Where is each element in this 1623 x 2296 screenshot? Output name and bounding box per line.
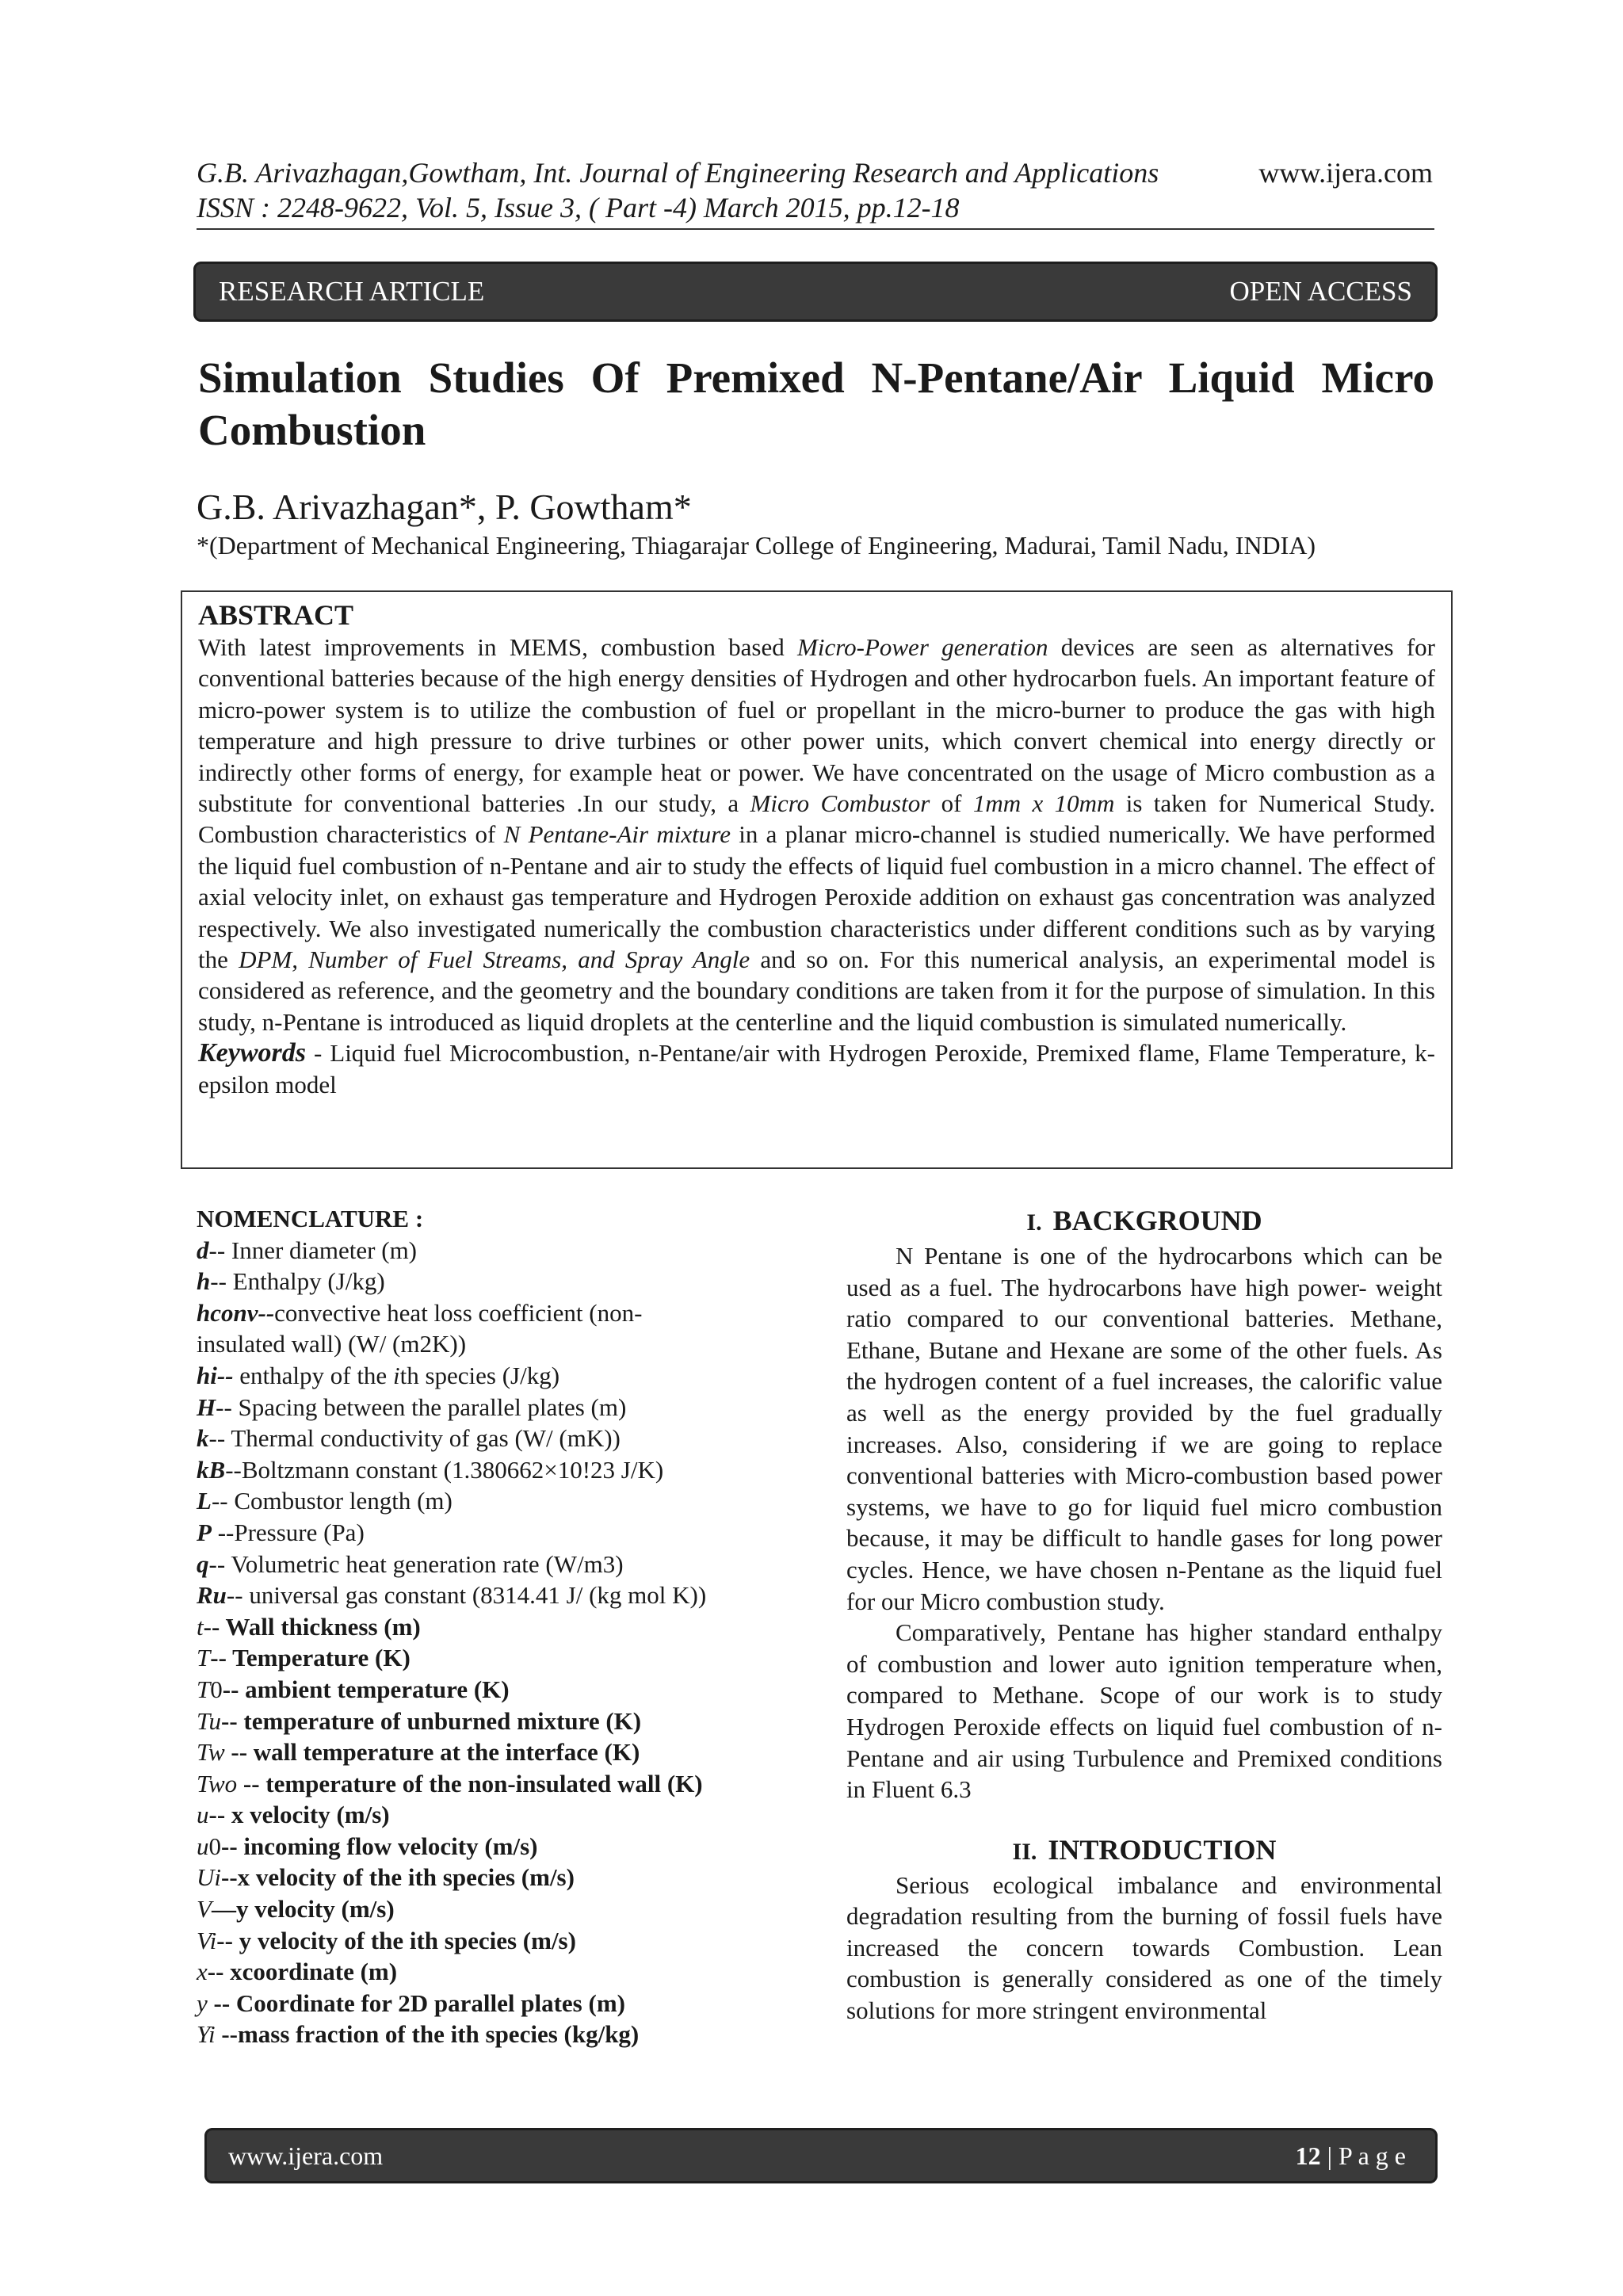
nomenclature-symbol: H (197, 1392, 216, 1421)
nomenclature-description: -- Enthalpy (J/kg) (210, 1267, 385, 1296)
abstract-heading: ABSTRACT (198, 599, 354, 631)
abstract-box (181, 590, 1453, 1169)
nomenclature-description: --Boltzmann constant (1.380662×10!23 J/K) (225, 1455, 664, 1484)
nomenclature-description: -- Combustor length (m) (211, 1487, 453, 1515)
nomenclature-symbol: y (197, 1988, 208, 2017)
research-article-label: RESEARCH ARTICLE (219, 276, 485, 307)
nomenclature-description: --x velocity of the ith species (m/s) (221, 1863, 575, 1892)
footer-url[interactable]: www.ijera.com (228, 2141, 384, 2170)
issn-line: ISSN : 2248-9622, Vol. 5, Issue 3, ( Part -4) March 2015, pp.12-18 (197, 192, 960, 223)
nomenclature-item (197, 1799, 799, 1831)
nomenclature-item (197, 1580, 799, 1611)
nomenclature-description: --mass fraction of the ith species (kg/kg) (215, 2020, 640, 2049)
page-number: 12 | P a g e (1295, 2141, 1406, 2170)
nomenclature-item (197, 1988, 799, 2019)
nomenclature-description: convective heat loss coefficient (non- (274, 1298, 643, 1327)
nomenclature-item (197, 2019, 799, 2050)
nomenclature-description: —y velocity (m/s) (211, 1895, 395, 1924)
nomenclature-description: -- temperature of the non-insulated wall (K) (237, 1769, 703, 1797)
nomenclature-heading: NOMENCLATURE : (197, 1205, 424, 1232)
nomenclature-symbol: hconv-- (197, 1298, 275, 1327)
introduction-heading: II. INTRODUCTION (1012, 1833, 1277, 1866)
header-rule (197, 228, 1434, 230)
nomenclature-symbol: t (197, 1612, 204, 1641)
nomenclature-subscript: 0 (210, 1675, 223, 1703)
nomenclature-item (197, 1360, 799, 1392)
nomenclature-symbol: k (197, 1424, 209, 1453)
paper-title-line2: Combustion (198, 406, 426, 454)
nomenclature-item (197, 1893, 799, 1925)
nomenclature-list (197, 1235, 799, 2050)
nomenclature-item (197, 1674, 799, 1706)
nomenclature-description-tail: th species (J/kg) (399, 1361, 560, 1389)
nomenclature-item (197, 1736, 799, 1768)
nomenclature-item (197, 1768, 799, 1800)
background-paragraph-2: Comparatively, Pentane has higher standard enthalpy of combustion and lower auto ignition temperature when, compared to Methane. Scope of our work is to study Hydrogen Peroxide effects on liquid fuel combustion of n-Pentane and air using Turbulence and Premixed conditions in Fluent 6.3 (846, 1618, 1442, 1804)
nomenclature-description: -- temperature of unburned mixture (K) (221, 1706, 642, 1735)
right-column (846, 1203, 1442, 2027)
authors: G.B. Arivazhagan*, P. Gowtham* (197, 487, 692, 527)
nomenclature-item (197, 1862, 799, 1893)
nomenclature-item (197, 1485, 799, 1517)
nomenclature-section (197, 1203, 799, 2050)
nomenclature-description: --Pressure (Pa) (211, 1518, 365, 1546)
nomenclature-description: -- Thermal conductivity of gas (W/ (mK)) (208, 1424, 621, 1453)
background-heading: I. BACKGROUND (1026, 1205, 1262, 1236)
nomenclature-symbol: Ui (197, 1863, 221, 1892)
nomenclature-symbol: hi-- (197, 1361, 234, 1389)
nomenclature-item (197, 1517, 799, 1549)
nomenclature-description: -- Spacing between the parallel plates (m) (216, 1392, 627, 1421)
nomenclature-item (197, 1549, 799, 1580)
nomenclature-description: -- Volumetric heat generation rate (W/m3) (208, 1549, 624, 1578)
nomenclature-item (197, 1956, 799, 1988)
nomenclature-symbol: L (197, 1487, 212, 1515)
journal-citation: G.B. Arivazhagan,Gowtham, Int. Journal of Engineering Research and Applications (197, 157, 1159, 189)
nomenclature-item (197, 1328, 799, 1360)
introduction-paragraph-1: Serious ecological imbalance and environmental degradation resulting from the burning of fossil fuels have increased the concern towards Combustion. Lean combustion is generally considered as one of the timely solutions for more stringent environmental (846, 1870, 1442, 2025)
nomenclature-symbol: q (197, 1549, 209, 1578)
nomenclature-description: -- Inner diameter (m) (208, 1236, 418, 1264)
nomenclature-symbol: kB (197, 1455, 226, 1484)
nomenclature-item (197, 1925, 799, 1957)
nomenclature-description: -- wall temperature at the interface (K) (224, 1738, 640, 1767)
nomenclature-symbol: d (197, 1236, 209, 1264)
nomenclature-subscript: 0 (208, 1832, 221, 1860)
nomenclature-item (197, 1297, 799, 1329)
nomenclature-description: -- xcoordinate (m) (207, 1958, 398, 1986)
nomenclature-symbol: Vi (197, 1926, 217, 1954)
nomenclature-description: -- ambient temperature (K) (222, 1675, 510, 1703)
journal-url[interactable]: www.ijera.com (1258, 157, 1433, 189)
nomenclature-symbol: Tu (197, 1706, 222, 1735)
nomenclature-description: -- y velocity of the ith species (m/s) (216, 1926, 576, 1954)
nomenclature-item (197, 1706, 799, 1737)
nomenclature-description: -- Temperature (K) (210, 1644, 411, 1672)
paper-title-line1: Simulation Studies Of Premixed N-Pentane/Air Liquid Micro (198, 353, 1434, 402)
nomenclature-description: -- Wall thickness (m) (203, 1612, 421, 1641)
nomenclature-item (197, 1423, 799, 1454)
nomenclature-description: -- Coordinate for 2D parallel plates (m) (207, 1988, 625, 2017)
nomenclature-item (197, 1454, 799, 1486)
nomenclature-description: -- universal gas constant (8314.41 J/ (kg mol K)) (226, 1581, 707, 1610)
nomenclature-symbol: h (197, 1267, 211, 1296)
nomenclature-symbol: Ru (197, 1581, 227, 1610)
affiliation: *(Department of Mechanical Engineering, Thiagarajar College of Engineering, Madurai, Tamil Nadu, INDIA) (197, 531, 1316, 560)
abstract-text: With latest improvements in MEMS, combustion based Micro-Power generation devices are seen as alternatives for conventional batteries because of the high energy densities of Hydrogen and other hydrocarbon fuels. An important feature of micro-power system is to utilize the combustion of fuel or propellant in the micro-burner to produce the gas with high temperature and high pressure to drive turbines or other power units, which convert chemical into energy directly or indirectly other forms of energy, for example heat or power. We have concentrated on the usage of Micro combustion as a substitute for conventional batteries .In our study, a Micro Combustor of 1mm x 10mm is taken for Numerical Study. Combustion characteristics of N Pentane-Air mixture in a planar micro-channel is studied numerically. We have performed the liquid fuel combustion of n-Pentane and air to study the effects of liquid fuel combustion in a micro channel. The effect of axial velocity inlet, on exhaust gas temperature and Hydrogen Peroxide addition on exhaust gas concentration was analyzed respectively. We also investigated numerically the combustion characteristics under different conditions such as by varying the DPM, Number of Fuel Streams, and Spray Angle and so on. For this numerical analysis, an experimental model is considered as reference, and the geometry and the boundary conditions are taken from it for the purpose of simulation. In this study, n-Pentane is introduced as liquid droplets at the centerline and the liquid combustion is simulated numerically. (198, 633, 1436, 1036)
page-footer (204, 2128, 1438, 2183)
nomenclature-item (197, 1642, 799, 1674)
nomenclature-symbol: Two (197, 1769, 238, 1797)
nomenclature-description: insulated wall) (W/ (m2K)) (197, 1330, 467, 1358)
nomenclature-item (197, 1831, 799, 1862)
nomenclature-item (197, 1392, 799, 1423)
nomenclature-symbol: T (197, 1675, 211, 1703)
nomenclature-symbol: u (197, 1832, 209, 1860)
keywords: Keywords - Liquid fuel Microcombustion, n-Pentane/air with Hydrogen Peroxide, Premixed flame, Flame Temperature, k-epsilon model (198, 1038, 1435, 1098)
nomenclature-index: i (392, 1361, 400, 1389)
nomenclature-description: enthalpy of the (233, 1361, 393, 1389)
nomenclature-symbol: Yi (197, 2020, 216, 2049)
nomenclature-description: -- incoming flow velocity (m/s) (221, 1832, 538, 1860)
nomenclature-symbol: u (197, 1801, 209, 1829)
nomenclature-item (197, 1266, 799, 1297)
nomenclature-symbol: V (197, 1895, 212, 1924)
nomenclature-symbol: T (197, 1644, 211, 1672)
nomenclature-symbol: Tw (197, 1738, 225, 1767)
nomenclature-symbol: P (197, 1518, 212, 1546)
article-type-banner (193, 262, 1438, 322)
nomenclature-symbol: x (197, 1958, 208, 1986)
nomenclature-item (197, 1235, 799, 1266)
open-access-label: OPEN ACCESS (1229, 276, 1412, 307)
nomenclature-item (197, 1611, 799, 1643)
nomenclature-description: -- x velocity (m/s) (208, 1801, 390, 1829)
background-paragraph-1: N Pentane is one of the hydrocarbons which can be used as a fuel. The hydrocarbons have high power- weight ratio compared to our conventional batteries. Methane, Ethane, Butane and Hexane are some of the other fuels. As the hydrogen content of a fuel increases, the calorific value as well as the energy provided by the fuel gradually increases. Also, considering if we are going to replace conventional batteries with Micro-combustion based power systems, we have to go for liquid fuel micro combustion because, it may be difficult to handle gases for long power cycles. Hence, we have chosen n-Pentane as the liquid fuel for our Micro combustion study. (846, 1242, 1442, 1615)
